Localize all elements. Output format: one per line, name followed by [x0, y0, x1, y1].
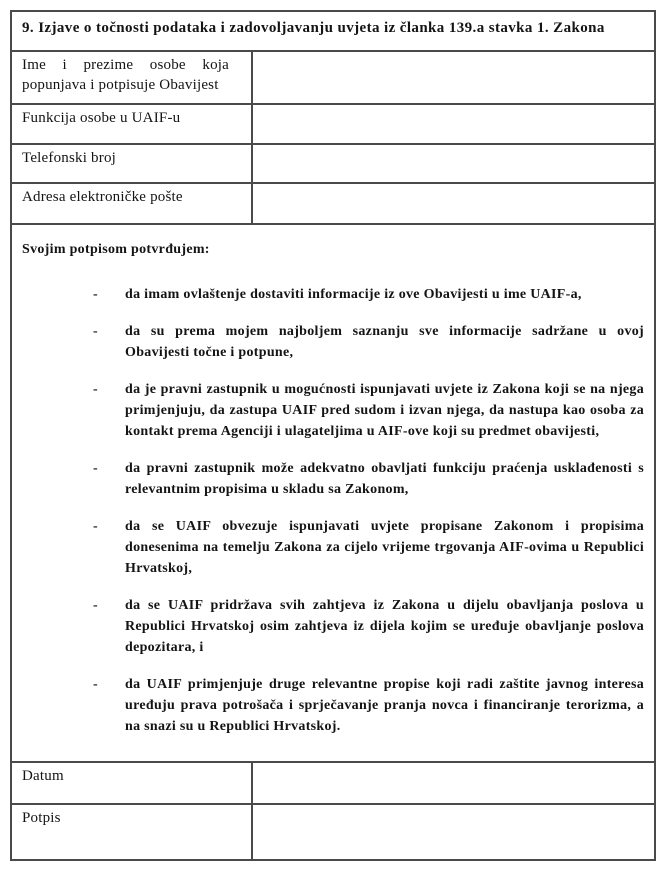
statement-item-text: da imam ovlaštenje dostaviti informacije iz ove Obavijesti u ime UAIF-a, [125, 287, 582, 302]
declaration-form-table [10, 10, 656, 861]
statement-item-text: da je pravni zastupnik u mogućnosti ispunjavati uvjete iz Zakona koji se na njega primjenjuju, da zastupa UAIF pred sudom i izvan njega, da nastupa kao osoba za kontakt prema Agenciji i ulagateljima u AIF-ove koji su predmet obavijesti, [125, 382, 645, 439]
statement-item-text: da se UAIF obvezuje ispunjavati uvjete propisane Zakonom i propisima donesenima na temelju Zakona za cijelo vrijeme trgovanja AIF-ovima u Republici Hrvatskoj, [125, 519, 645, 576]
field-label-adresa-eposte: Adresa elektroničke pošte [11, 183, 252, 224]
field-label-funkcija: Funkcija osobe u UAIF-u [11, 104, 252, 144]
field-value-adresa-eposte[interactable] [252, 183, 655, 224]
field-value-telefonski-broj[interactable] [252, 144, 655, 183]
section-title: 9. Izjave o točnosti podataka i zadovoljavanju uvjeta iz članka 139.a stavka 1. Zakona [11, 11, 655, 51]
statement-item-2 [93, 321, 644, 363]
field-label-telefonski-broj: Telefonski broj [11, 144, 252, 183]
bullet-marker: - [93, 519, 98, 534]
field-label-ime-i-prezime: Ime i prezime osobe koja popunjava i potpisuje Obavijest [11, 51, 252, 104]
field-value-potpis[interactable] [252, 804, 655, 860]
statement-item-7 [93, 674, 644, 737]
statement-section [11, 224, 655, 762]
statement-item-3 [93, 379, 644, 442]
statement-item-text: da pravni zastupnik može adekvatno obavljati funkciju praćenja usklađenosti s relevantnim propisima u skladu sa Zakonom, [125, 461, 645, 497]
field-value-ime-i-prezime[interactable] [252, 51, 655, 104]
statement-item-text: da se UAIF pridržava svih zahtjeva iz Zakona u dijelu obavljanja poslova u Republici Hrvatskoj osim zahtjeva iz dijela kojim se uređuje obavljanje poslova depozitara, i [125, 598, 645, 655]
field-label-potpis: Potpis [11, 804, 252, 860]
statement-item-4 [93, 458, 644, 500]
field-value-datum[interactable] [252, 762, 655, 804]
bullet-marker: - [93, 382, 98, 397]
bullet-marker: - [93, 324, 98, 339]
bullet-marker: - [93, 598, 98, 613]
bullet-marker: - [93, 287, 98, 302]
statement-list [93, 284, 644, 737]
statement-item-5 [93, 516, 644, 579]
statement-intro: Svojim potpisom potvrđujem: [22, 242, 210, 257]
bullet-marker: - [93, 677, 98, 692]
field-value-funkcija[interactable] [252, 104, 655, 144]
statement-item-text: da su prema mojem najboljem saznanju sve informacije sadržane u ovoj Obavijesti točne i potpune, [125, 324, 645, 360]
field-label-datum: Datum [11, 762, 252, 804]
statement-item-6 [93, 595, 644, 658]
bullet-marker: - [93, 461, 98, 476]
statement-item-1 [93, 284, 644, 305]
statement-item-text: da UAIF primjenjuje druge relevantne propise koji radi zaštite javnog interesa uređuju prava potrošača i sprječavanje pranja novca i financiranje terorizma, a na snazi su u Republici Hrvatskoj. [125, 677, 645, 734]
